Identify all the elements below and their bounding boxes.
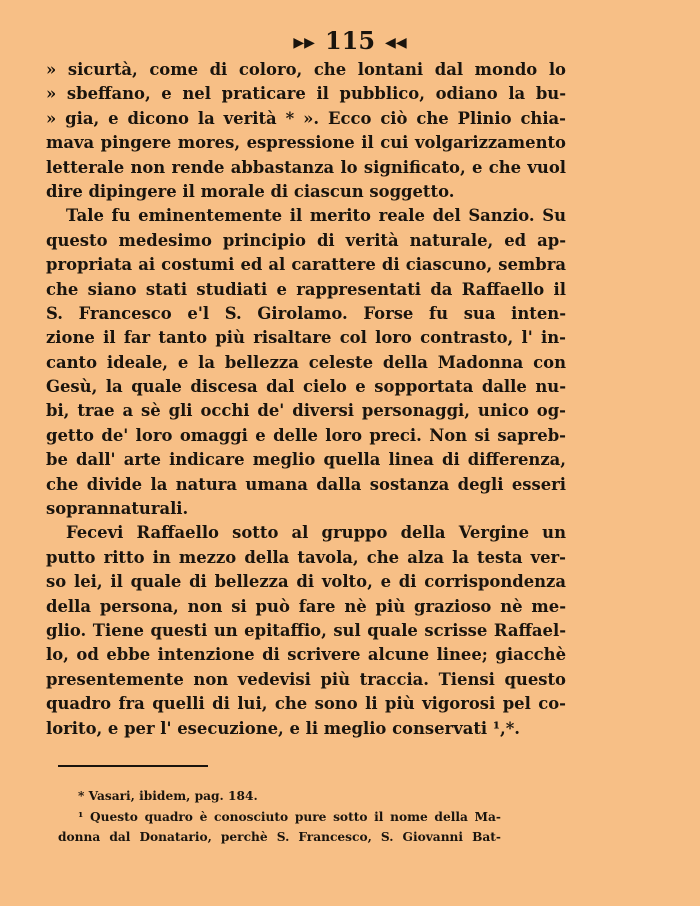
text-line: Fecevi Raffaello sotto al gruppo della Vergine un	[66, 523, 566, 543]
text-line: » gia, e dicono la verità * ». Ecco ciò che Plinio chia-	[46, 108, 566, 128]
text-line: » sbeffano, e nel praticare il pubblico, odiano la bu-	[46, 84, 566, 104]
text-line: lo, od ebbe intenzione di scrivere alcune linee; giacchè	[46, 645, 566, 665]
ornament-left-icon: ▶▶	[293, 34, 315, 51]
text-line: bi, trae a sè gli occhi de' diversi personaggi, unico og-	[46, 401, 566, 421]
text-line: » sicurtà, come di coloro, che lontani dal mondo lo	[46, 60, 566, 79]
text-line: Gesù, la quale discesa dal cielo e sopportata dalle nu-	[46, 377, 566, 397]
text-line: lorito, e per l' esecuzione, e li meglio conservati ¹,*.	[46, 718, 521, 738]
text-line: che siano stati studiati e rappresentati da Raffaello il	[46, 279, 566, 299]
body-text	[46, 58, 566, 741]
text-line: Tale fu eminentemente il merito reale del Sanzio. Su	[66, 206, 566, 226]
text-line: S. Francesco e'l S. Girolamo. Forse fu sua inten-	[46, 303, 566, 323]
text-line: presentemente non vedevisi più traccia. Tiensi questo	[46, 669, 566, 689]
text-line: propriata ai costumi ed al carattere di ciascuno, sembra	[46, 255, 566, 275]
page-header	[0, 26, 700, 55]
text-line: quadro fra quelli di lui, che sono li più vigorosi pel co-	[46, 694, 566, 714]
text-line: soprannaturali.	[46, 499, 189, 519]
text-line: canto ideale, e la bellezza celeste della Madonna con	[46, 352, 566, 372]
text-line: zione il far tanto più risaltare col loro contrasto, l' in-	[46, 328, 566, 348]
text-line: be dall' arte indicare meglio quella linea di differenza,	[46, 450, 566, 470]
footnote-line: donna dal Donatario, perchè S. Francesco, S. Giovanni Bat-	[58, 830, 501, 844]
text-line: dire dipingere il morale di ciascun soggetto.	[46, 181, 455, 201]
text-line: questo medesimo principio di verità naturale, ed ap-	[46, 230, 566, 250]
text-line: getto de' loro omaggi e delle loro preci. Non si sapreb-	[46, 425, 566, 445]
footnotes	[58, 786, 501, 848]
footnote-separator	[58, 765, 208, 767]
ornament-right-icon: ◀◀	[385, 34, 407, 51]
text-line: putto ritto in mezzo della tavola, che alza la testa ver-	[46, 547, 566, 567]
text-line: letterale non rende abbastanza lo significato, e che vuol	[46, 157, 566, 177]
text-line: della persona, non si può fare nè più grazioso nè me-	[46, 596, 566, 616]
text-line: mava pingere mores, espressione il cui volgarizzamento	[46, 133, 566, 153]
footnote-line: * Vasari, ibidem, pag. 184.	[78, 789, 258, 803]
text-line: che divide la natura umana dalla sostanza degli esseri	[46, 474, 566, 494]
text-line: so lei, il quale di bellezza di volto, e di corrispondenza	[46, 572, 566, 592]
page-number: 115	[324, 26, 376, 55]
footnote-line: ¹ Questo quadro è conosciuto pure sotto il nome della Ma-	[78, 809, 501, 824]
text-line: glio. Tiene questi un epitaffio, sul quale scrisse Raffael-	[46, 620, 566, 640]
